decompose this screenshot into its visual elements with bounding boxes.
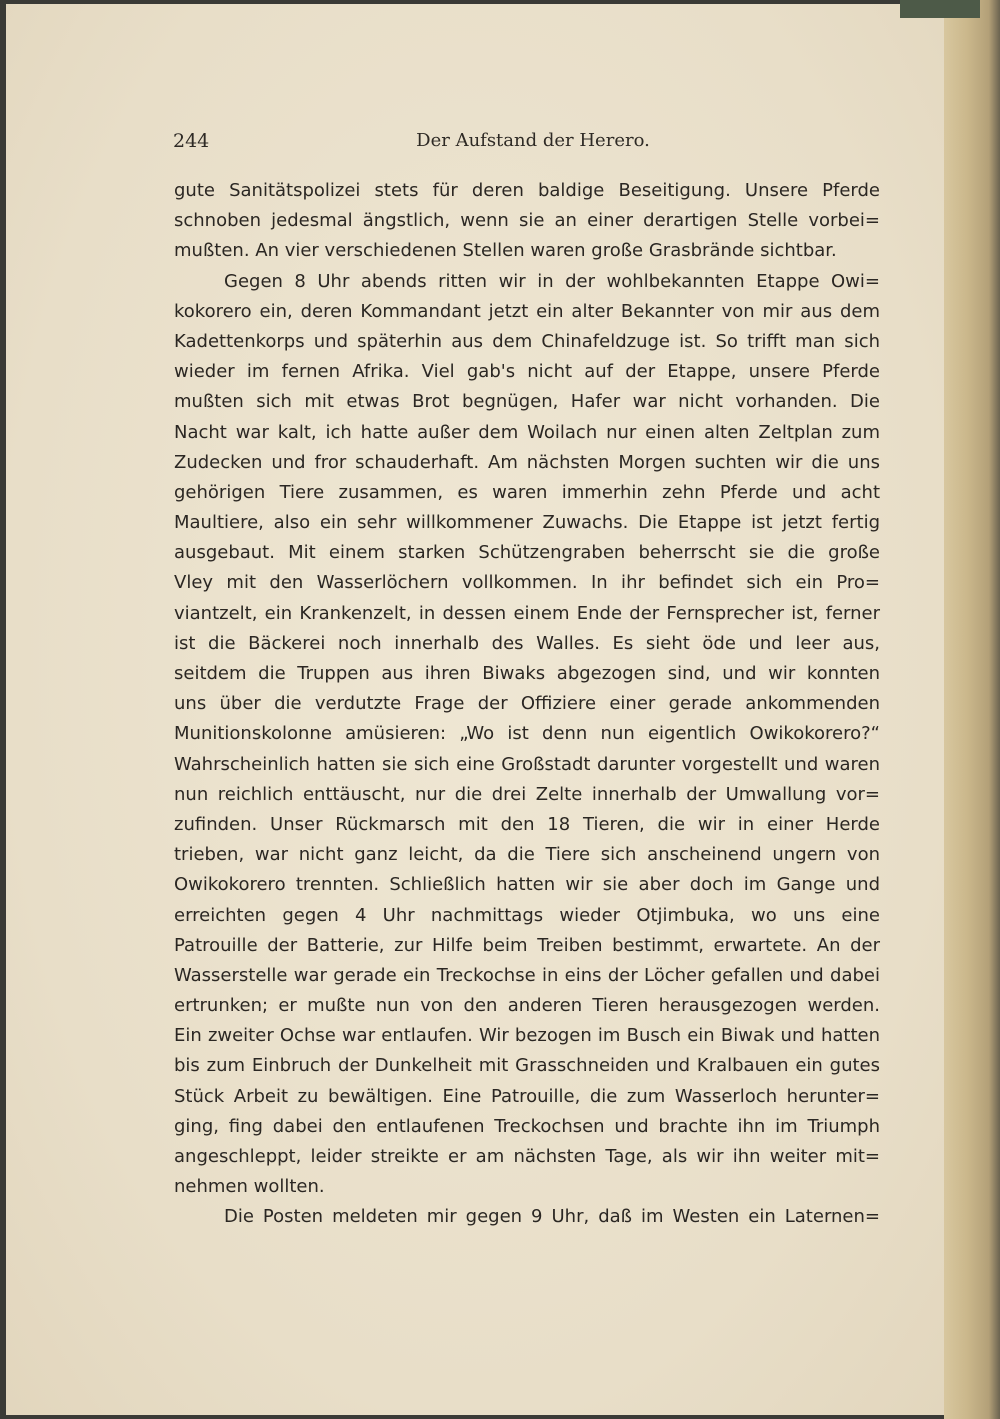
- text-line: gehörigen Tiere zusammen, es waren immerhin zehn Pferde und acht: [174, 481, 880, 503]
- book-spine-edge: [944, 0, 1000, 1419]
- text-line: Maultiere, also ein sehr willkommener Zuwachs. Die Etappe ist jetzt fertig: [174, 512, 880, 534]
- text-line: mußten. An vier verschiedenen Stellen waren große Grasbrände sichtbar.: [174, 240, 837, 262]
- text-line: wieder im fernen Afrika. Viel gab's nicht auf der Etappe, unsere Pferde: [174, 361, 880, 383]
- page-header: [173, 126, 883, 156]
- text-line: mußten sich mit etwas Brot begnügen, Hafer war nicht vorhanden. Die: [174, 391, 880, 413]
- text-line: erreichten gegen 4 Uhr nachmittags wieder Otjimbuka, wo uns eine: [174, 904, 880, 926]
- binding-tab: [900, 0, 980, 18]
- text-line: trieben, war nicht ganz leicht, da die Tiere sich anscheinend ungern von: [174, 844, 880, 866]
- page-number: 244: [173, 130, 210, 152]
- text-line: ging, fing dabei den entlaufenen Treckochsen und brachte ihn im Triumph: [174, 1115, 880, 1137]
- text-line: Munitionskolonne amüsieren: „Wo ist denn nun eigentlich Owikokorero?“: [174, 723, 880, 745]
- text-line: Zudecken und fror schauderhaft. Am nächsten Morgen suchten wir die uns: [174, 451, 880, 473]
- text-line: Stück Arbeit zu bewältigen. Eine Patrouille, die zum Wasserloch herunter=: [174, 1085, 880, 1107]
- text-line: schnoben jedesmal ängstlich, wenn sie an einer derartigen Stelle vorbei=: [174, 210, 880, 232]
- text-line: ausgebaut. Mit einem starken Schützengraben beherrscht sie die große: [174, 542, 880, 564]
- text-line: zufinden. Unser Rückmarsch mit den 18 Tieren, die wir in einer Herde: [174, 813, 880, 835]
- running-title: Der Aufstand der Herero.: [416, 130, 650, 151]
- text-line: Wasserstelle war gerade ein Treckochse in eins der Löcher gefallen und dabei: [174, 964, 880, 986]
- text-line: Ein zweiter Ochse war entlaufen. Wir bezogen im Busch ein Biwak und hatten: [174, 1025, 880, 1047]
- text-line: Gegen 8 Uhr abends ritten wir in der wohlbekannten Etappe Owi=: [224, 270, 880, 292]
- text-line: bis zum Einbruch der Dunkelheit mit Grasschneiden und Kralbauen ein gutes: [174, 1055, 880, 1077]
- text-line: Wahrscheinlich hatten sie sich eine Großstadt darunter vorgestellt und waren: [174, 753, 880, 775]
- book-page: [6, 4, 950, 1415]
- text-line: kokorero ein, deren Kommandant jetzt ein alter Bekannter von mir aus dem: [174, 300, 880, 322]
- text-line: ertrunken; er mußte nun von den anderen Tieren herausgezogen werden.: [174, 995, 880, 1017]
- text-line: Die Posten meldeten mir gegen 9 Uhr, daß im Westen ein Laternen=: [224, 1206, 880, 1228]
- body-text: [174, 176, 880, 1233]
- text-line: gute Sanitätspolizei stets für deren baldige Beseitigung. Unsere Pferde: [174, 180, 880, 201]
- text-line: Kadettenkorps und späterhin aus dem Chinafeldzuge ist. So trifft man sich: [174, 330, 880, 352]
- text-line: nun reichlich enttäuscht, nur die drei Zelte innerhalb der Umwallung vor=: [174, 783, 880, 805]
- text-line: uns über die verdutzte Frage der Offiziere einer gerade ankommenden: [174, 693, 880, 715]
- text-line: Vley mit den Wasserlöchern vollkommen. In ihr befindet sich ein Pro=: [174, 572, 880, 594]
- text-line: Nacht war kalt, ich hatte außer dem Woilach nur einen alten Zeltplan zum: [174, 421, 880, 443]
- text-line: Owikokorero trennten. Schließlich hatten wir sie aber doch im Gange und: [174, 874, 880, 896]
- text-line: ist die Bäckerei noch innerhalb des Walles. Es sieht öde und leer aus,: [174, 632, 880, 654]
- text-line: angeschleppt, leider streikte er am nächsten Tage, als wir ihn weiter mit=: [174, 1146, 880, 1167]
- text-line: viantzelt, ein Krankenzelt, in dessen einem Ende der Fernsprecher ist, ferner: [174, 602, 880, 624]
- text-line: Patrouille der Batterie, zur Hilfe beim Treiben bestimmt, erwartete. An der: [174, 934, 880, 956]
- text-line: seitdem die Truppen aus ihren Biwaks abgezogen sind, und wir konnten: [174, 663, 880, 684]
- text-line: nehmen wollten.: [174, 1176, 325, 1198]
